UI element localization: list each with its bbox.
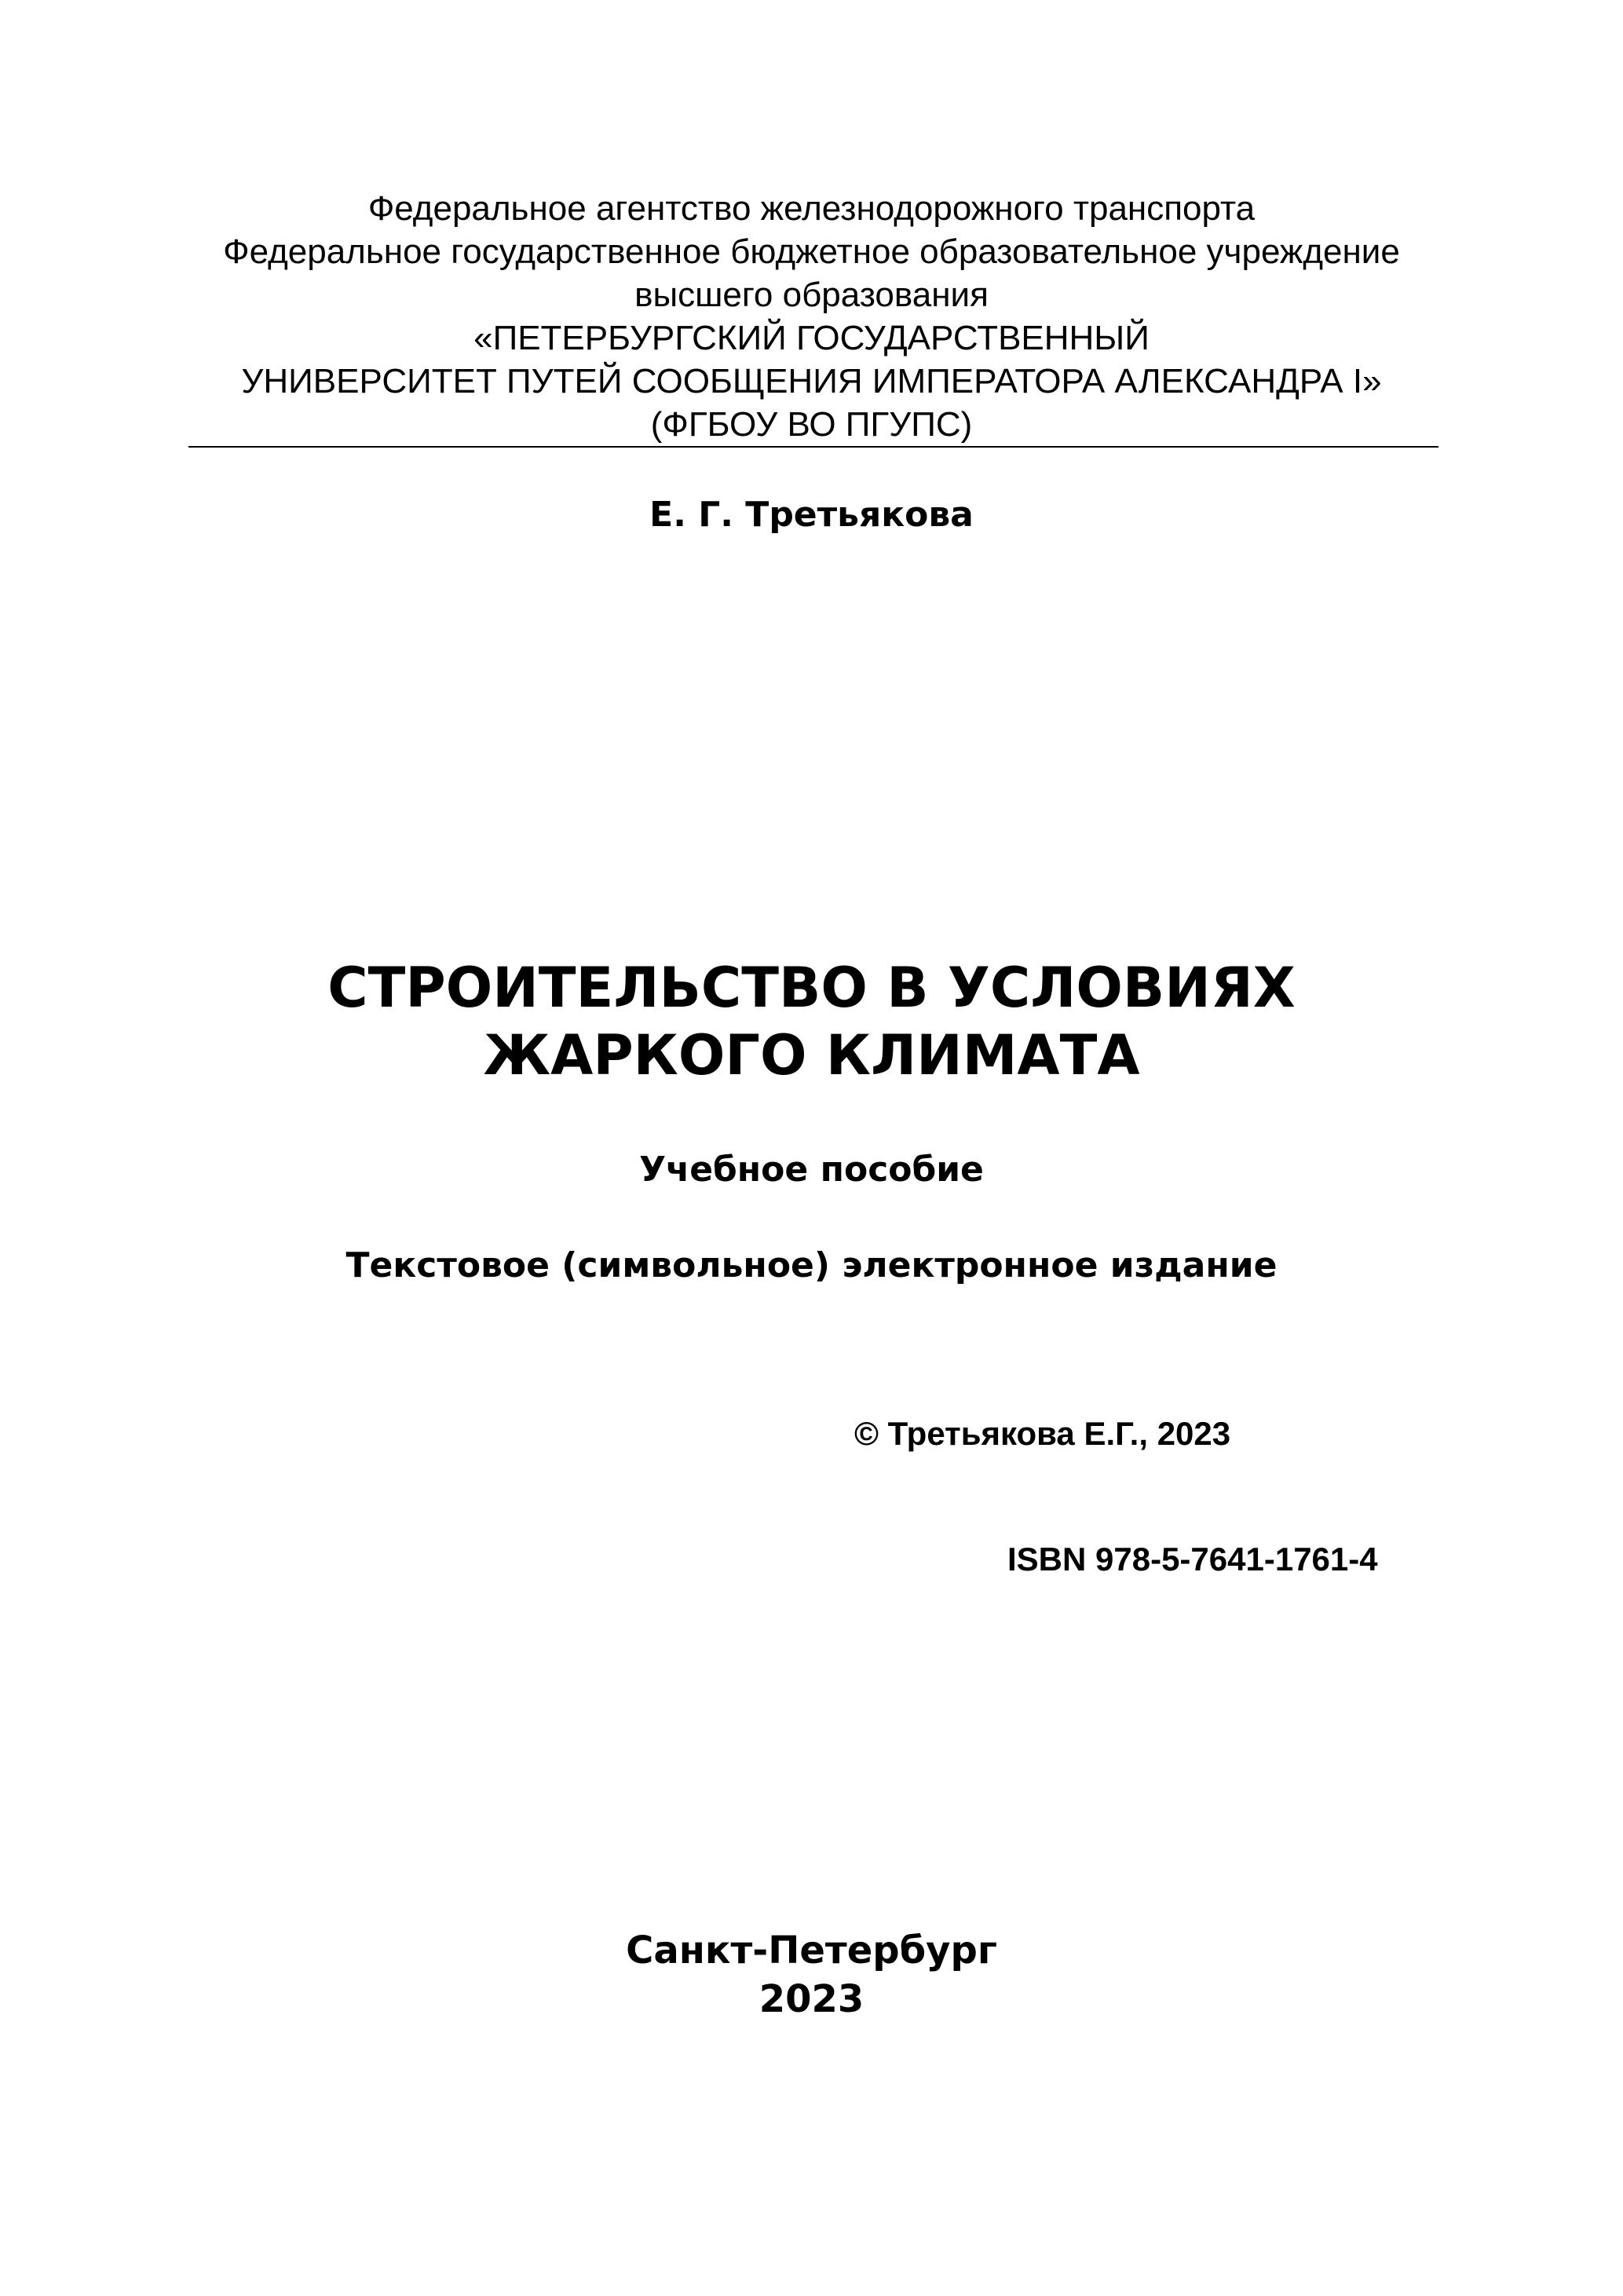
book-subtitle: Учебное пособие	[639, 1150, 984, 1190]
edition-type: Текстовое (символьное) электронное издание	[345, 1245, 1278, 1285]
publication-city: Санкт-Петербург	[626, 1929, 997, 1972]
header-line-institution-type: Федеральное государственное бюджетное образовательное учреждение	[223, 232, 1400, 271]
header-line-education-level: высшего образования	[634, 276, 989, 314]
isbn-number: ISBN 978-5-7641-1761-4	[1007, 1541, 1378, 1578]
copyright-notice: © Третьякова Е.Г., 2023	[854, 1415, 1231, 1452]
header-divider	[188, 446, 1438, 448]
header-line-university-name-1: «ПЕТЕРБУРГСКИЙ ГОСУДАРСТВЕННЫЙ	[473, 319, 1150, 357]
institution-header	[0, 187, 1623, 446]
book-title	[0, 954, 1623, 1089]
publication-footer	[0, 1926, 1623, 2024]
book-title-line-2: ЖАРКОГО КЛИМАТА	[483, 1023, 1140, 1088]
header-line-university-name-2: УНИВЕРСИТЕТ ПУТЕЙ СООБЩЕНИЯ ИМПЕРАТОРА АЛЕКСАНДРА I»	[241, 362, 1382, 400]
author-name: Е. Г. Третьякова	[649, 495, 974, 535]
book-title-line-1: СТРОИТЕЛЬСТВО В УСЛОВИЯХ	[327, 956, 1296, 1020]
header-line-abbreviation: (ФГБОУ ВО ПГУПС)	[650, 405, 973, 444]
publication-year: 2023	[758, 1977, 865, 2021]
header-line-agency: Федеральное агентство железнодорожного транспорта	[367, 189, 1256, 228]
